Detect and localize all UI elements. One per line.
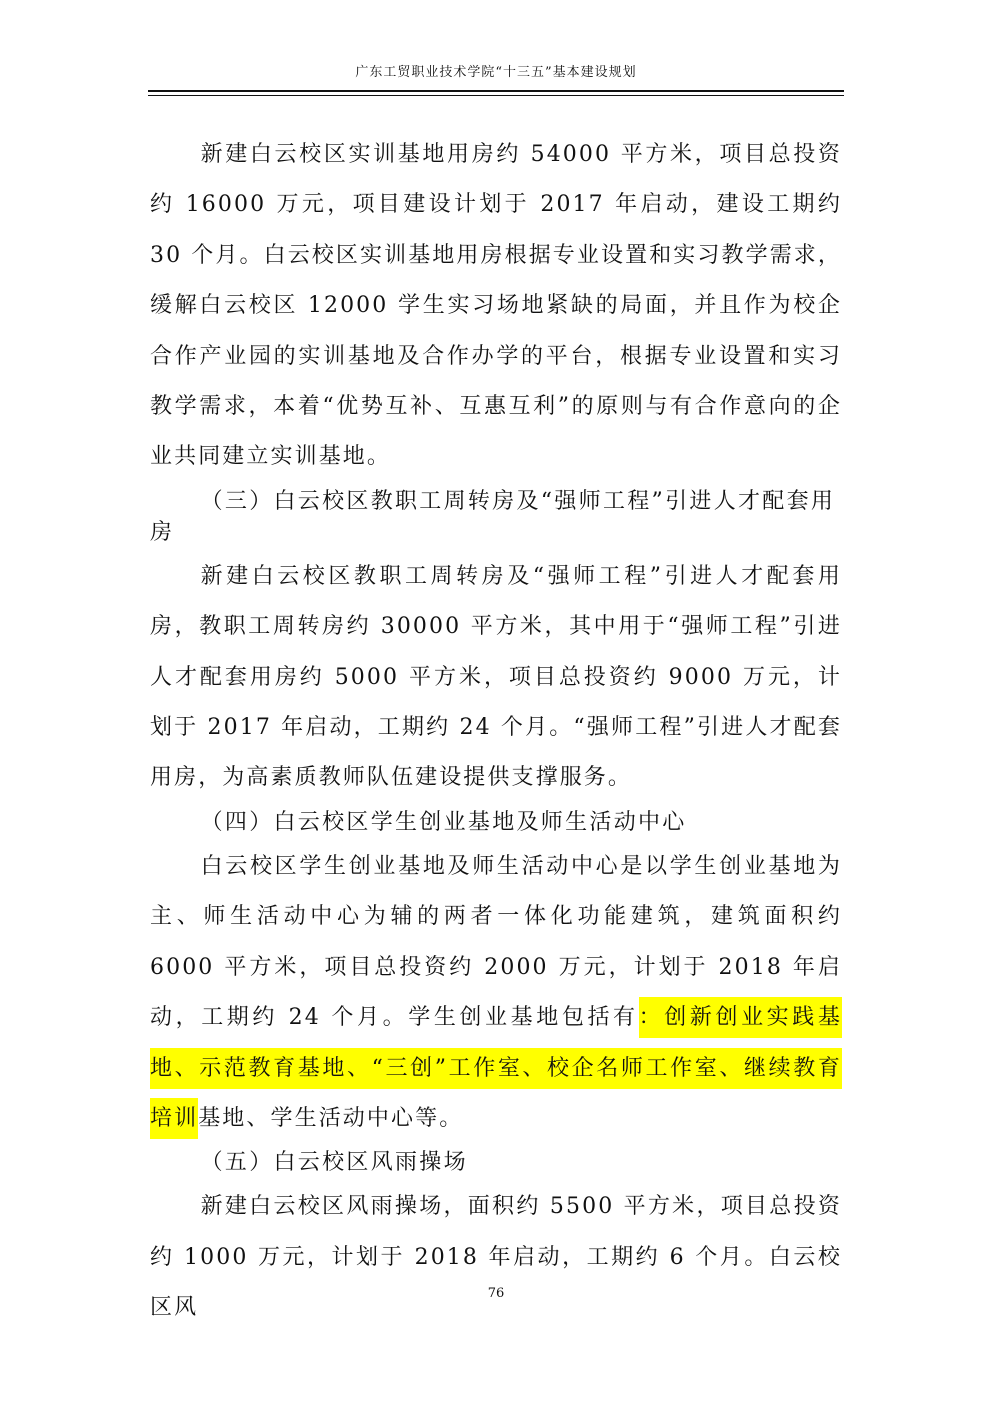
heading-section-3: （三）白云校区教职工周转房及“强师工程”引进人才配套用房 (150, 488, 836, 545)
paragraph-entrepreneurship-center (150, 842, 842, 1144)
paragraph-text-continued: 基地、学生活动中心等。 (198, 1105, 464, 1131)
header-rule-thin (148, 95, 844, 96)
heading-section-5: （五）白云校区风雨操场 (200, 1150, 468, 1176)
page-number: 76 (487, 1286, 505, 1301)
highlighted-text: ：创新创业实践基地、示范教育基地、“三创”工作室、校企名师工作室、继续教育培训 (150, 997, 842, 1139)
paragraph-sports-hall: 新建白云校区风雨操场，面积约 5500 平方米，项目总投资约 1000 万元，计划于 2018 年启动，工期约 6 个月。白云校区风 (150, 1194, 842, 1321)
document-body (150, 130, 842, 1334)
heading-section-4: （四）白云校区学生创业基地及师生活动中心 (200, 809, 687, 835)
header-rule-thick (148, 90, 844, 92)
running-header: 广东工贸职业技术学院“十三五”基本建设规划 (355, 65, 637, 80)
paragraph-text: 白云校区学生创业基地及师生活动中心是以学生创业基地为主、师生活动中心为辅的两者一体化功能建筑，建筑面积约 6000 平方米，项目总投资约 2000 万元，计划于 2018 年启动，工期约 24 个月。学生创业基地包括有 (150, 853, 842, 1031)
paragraph-training-base: 新建白云校区实训基地用房约 54000 平方米，项目总投资约 16000 万元，项目建设计划于 2017 年启动，建设工期约 30 个月。白云校区实训基地用房根据专业设置和实习教学需求，缓解白云校区 12000 学生实习场地紧缺的局面，并且作为校企合作产业园的实训基地及合作办学的平台，根据专业设置和实习教学需求，本着“优势互补、互惠互利”的原则与有合作意向的企业共同建立实训基地。 (150, 142, 842, 470)
paragraph-staff-housing: 新建白云校区教职工周转房及“强师工程”引进人才配套用房，教职工周转房约 30000 平方米，其中用于“强师工程”引进人才配套用房约 5000 平方米，项目总投资约 9000 万元，计划于 2017 年启动，工期约 24 个月。“强师工程”引进人才配套用房，为高素质教师队伍建设提供支撑服务。 (150, 563, 842, 791)
